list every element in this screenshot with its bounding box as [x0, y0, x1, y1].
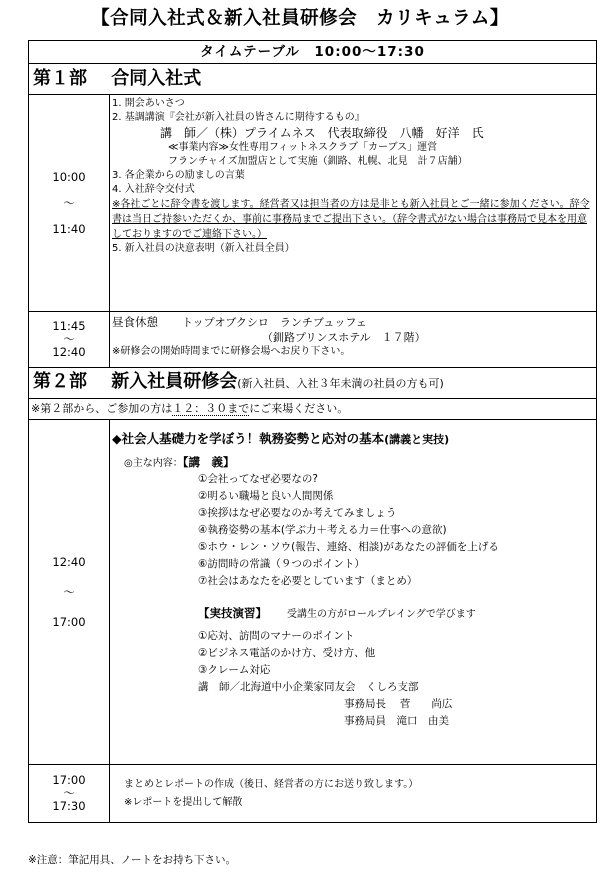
- part1-speaker: 講 師／（株）プライムネス 代表取締役 八幡 好洋 氏: [160, 126, 484, 140]
- lecture-item: ⑦社会はあなたを必要としています（まとめ）: [198, 575, 418, 587]
- lecture-item: ②明るい職場と良い人間関係: [198, 490, 334, 502]
- part1-item-5: 5. 新入社員の決意表明（新入社員全員）: [112, 243, 295, 254]
- closing-line-1: まとめとレポートの作成（後日、経営者の方にお送り致します。）: [124, 778, 419, 790]
- part2-note-post: にご来場ください。: [249, 402, 349, 415]
- lunch-content: [110, 312, 597, 368]
- practice-item: ②ビジネス電話のかけ方、受け方、他: [198, 647, 376, 659]
- part2-content: [110, 420, 597, 765]
- part1-notice: ※各社ごとに辞令書を渡します。経営者又は担当者の方は是非とも新入社員とご一緒に参加ください。辞令書は当日ご持参いただくか、事前に事務局までご提出下さい。（辞令書式がない場合は事務局で見本を用意しておりますのでご連絡下さい。）: [112, 199, 590, 240]
- footer-note: ※注意：筆記用具、ノートをお持ち下さい。: [28, 854, 236, 866]
- practice-desc: 受講生の方がロールプレイングで学びます: [287, 609, 476, 620]
- closing-time: [29, 765, 110, 823]
- lecture-item: ⑥訪問時の常識（９つのポイント）: [198, 558, 365, 570]
- part2-main-title: [112, 430, 594, 449]
- closing-time-end: 17:30: [52, 799, 86, 813]
- part2-time-tilde: ～: [63, 584, 75, 599]
- part2-note-pre: ※第２部から、ご参加の方は: [31, 402, 173, 415]
- lecture-item: ⑤ホウ・レン・ソウ(報告、連絡、相談)があなたの評価を上げる: [198, 541, 499, 553]
- practice-header: [112, 606, 594, 622]
- staff-2: 事務局員 滝口 由美: [344, 715, 449, 727]
- closing-line-2: ※レポートを提出して解散: [124, 796, 243, 808]
- part2-time: [29, 420, 110, 765]
- part1-item-2: 2. 基調講演『会社が新入社員の皆さんに期待するもの』: [112, 112, 365, 123]
- lunch-venue: （釧路プリンスホテル １７階）: [262, 331, 426, 344]
- part1-item-3: 3. 各企業からの励ましの言葉: [112, 170, 245, 181]
- part2-main-title-sub: (講義と実技): [384, 433, 450, 446]
- part2-note: [29, 399, 597, 420]
- lecture-list: [112, 471, 594, 590]
- part1-time-start: 10:00: [52, 169, 86, 184]
- practice-list: [112, 628, 594, 730]
- part1-content: [110, 95, 597, 312]
- lunch-label: 昼食休憩: [112, 315, 158, 329]
- part2-time-end: 17:00: [52, 614, 86, 629]
- part2-heading: [29, 368, 597, 399]
- practice-label: 【実技演習】: [198, 606, 267, 620]
- lunch-time-end: 12:40: [52, 345, 86, 359]
- part2-heading-sub: (新入社員、入社３年未満の社員の方も可): [237, 377, 444, 390]
- lunch-time-tilde: ～: [63, 332, 75, 346]
- part2-heading-main: 第２部 新入社員研修会: [33, 371, 238, 392]
- lecture-item: ④執務姿勢の基本(学ぶ力＋考える力＝仕事への意欲): [198, 524, 447, 536]
- lecture-label: 【講 義】: [182, 455, 235, 469]
- closing-time-tilde: ～: [63, 786, 75, 800]
- staff-1: 事務局長 菅 尚広: [344, 698, 453, 710]
- lunch-notice: ※研修会の開始時間までに研修会場へお戻り下さい。: [112, 346, 351, 357]
- part2-note-time: １２：３０まで: [172, 402, 250, 415]
- document-title: 【合同入社式＆新入社員研修会 カリキュラム】: [91, 8, 509, 29]
- part1-franchise: フランチャイズ加盟店として実施（釧路、札幌、北見 計７店舗）: [168, 156, 468, 167]
- lunch-place: トップオブクシロ ランチブュッフェ: [182, 316, 367, 329]
- part2-time-start: 12:40: [52, 554, 86, 569]
- content-label: ◎主な内容：: [124, 458, 183, 469]
- part2-main-title-text: ◆社会人基礎力を学ぼう！執務姿勢と応対の基本: [112, 431, 385, 446]
- part1-item-1: 1. 開会あいさつ: [112, 98, 185, 109]
- lunch-time: [29, 312, 110, 368]
- part1-time-tilde: ～: [63, 195, 75, 210]
- practice-item: ③クレーム対応: [198, 664, 271, 676]
- part1-heading: 第１部 合同入社式: [29, 64, 597, 95]
- lecture-item: ①会社ってなぜ必要なの?: [198, 473, 318, 485]
- part1-business: ≪事業内容≫女性専用フィットネスクラブ「カーブス」運営: [168, 142, 438, 153]
- closing-content: [110, 765, 597, 823]
- timetable-header: タイムテーブル 10:00～17:30: [29, 41, 597, 64]
- lecture-item: ③挨拶はなぜ必要なのか考えてみましょう: [198, 507, 397, 519]
- part1-item-4: 4. 入社辞令交付式: [112, 184, 195, 195]
- practice-item: ①応対、訪問のマナーのポイント: [198, 630, 355, 642]
- curriculum-table: [28, 40, 597, 823]
- part1-time-end: 11:40: [52, 221, 86, 236]
- part1-time: [29, 95, 110, 312]
- closing-time-start: 17:00: [52, 773, 86, 787]
- lecture-header: [112, 455, 594, 471]
- lunch-time-start: 11:45: [52, 319, 86, 333]
- lecturer: 講 師／北海道中小企業家同友会 くしろ支部: [198, 681, 419, 693]
